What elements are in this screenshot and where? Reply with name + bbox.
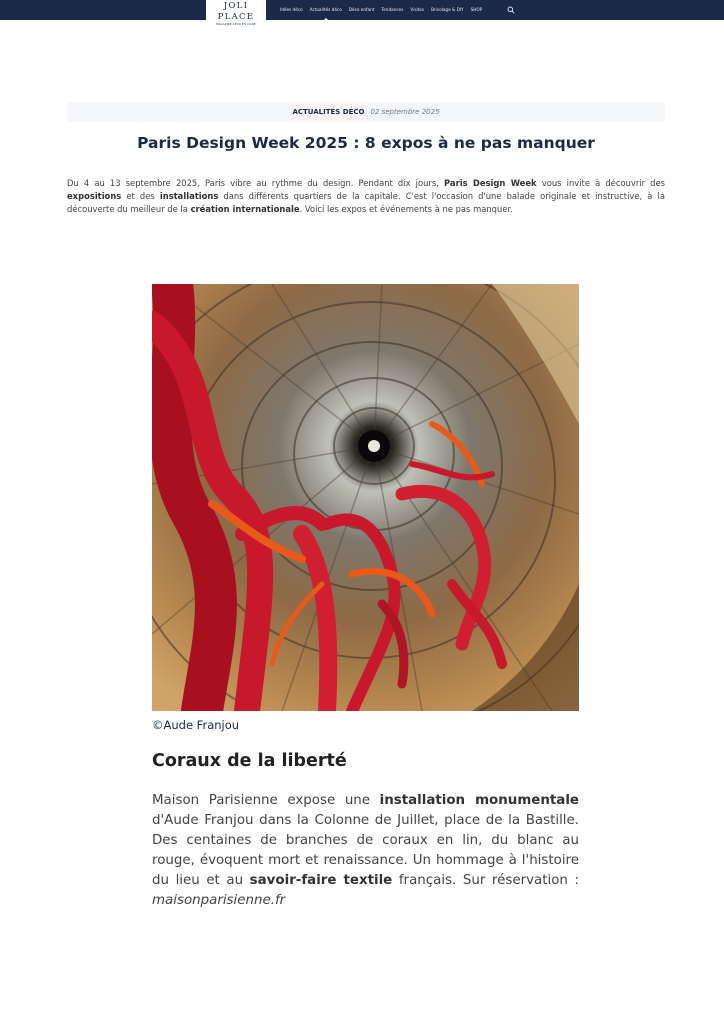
article-meta-bar (67, 102, 665, 122)
article-date: 02 septembre 2025 (370, 108, 440, 116)
intro-text: et des (121, 191, 160, 201)
nav-item-visites[interactable]: Visites (410, 7, 425, 12)
intro-bold: Paris Design Week (444, 178, 537, 188)
section-text-part: Maison Parisienne expose une (152, 793, 380, 808)
intro-bold: expositions (67, 191, 122, 201)
nav-item-shop[interactable]: SHOP (470, 7, 483, 12)
intro-text: dans différents quartiers de la capitale. C'est l'occasion d'une balade originale et instructive, à la découverte du meilleur de la (67, 191, 665, 214)
logo-tagline: MAGAZINE DÉCO EN LIGNE (216, 23, 256, 26)
intro-text: . Voici les expos et événements à ne pas manquer. (299, 204, 513, 214)
nav-item-deco-enfant[interactable]: Déco enfant (348, 7, 375, 12)
article-intro (67, 177, 665, 216)
article-title: Paris Design Week 2025 : 8 expos à ne pas manquer (137, 134, 595, 152)
website-link[interactable]: maisonparisienne.fr (152, 893, 286, 908)
section-title: Coraux de la liberté (152, 751, 347, 771)
site-logo[interactable] (206, 0, 266, 26)
section-bold: installation monumentale (379, 793, 579, 808)
nav-item-tendances[interactable]: Tendances (381, 7, 404, 12)
nav-item-actualites-deco[interactable]: Actualités déco (310, 0, 342, 20)
article-photo (152, 284, 579, 711)
nav-menu (280, 0, 482, 20)
section-bold: savoir-faire textile (249, 873, 393, 888)
photo-credit: ©Aude Franjou (152, 718, 240, 732)
intro-bold: création internationale (190, 204, 300, 214)
article-category-link[interactable]: ACTUALITÉS DÉCO (292, 108, 365, 116)
section-text-part: d'Aude Franjou dans la Colonne de Juillet, place de la Bastille. Des centaines de branches de coraux en lin, du blanc au rouge, évoquent mort et renaissance. Un hommage à l'histoire du lieu et au (152, 813, 579, 888)
nav-item-idees-deco[interactable]: Idées déco (280, 7, 303, 12)
logo-wordmark: JOLI PLACE (217, 1, 255, 22)
section-text-part: français. Sur réservation : (392, 873, 579, 888)
intro-text: Du 4 au 13 septembre 2025, Paris vibre au rythme du design. Pendant dix jours, (67, 178, 444, 188)
top-navigation (0, 0, 724, 26)
nav-item-bricolage-diy[interactable]: Bricolage & DIY (431, 7, 464, 12)
intro-text: vous invite à découvrir des (536, 178, 665, 188)
intro-bold: installations (159, 191, 219, 201)
search-icon[interactable] (507, 6, 515, 14)
section-text (152, 791, 579, 911)
